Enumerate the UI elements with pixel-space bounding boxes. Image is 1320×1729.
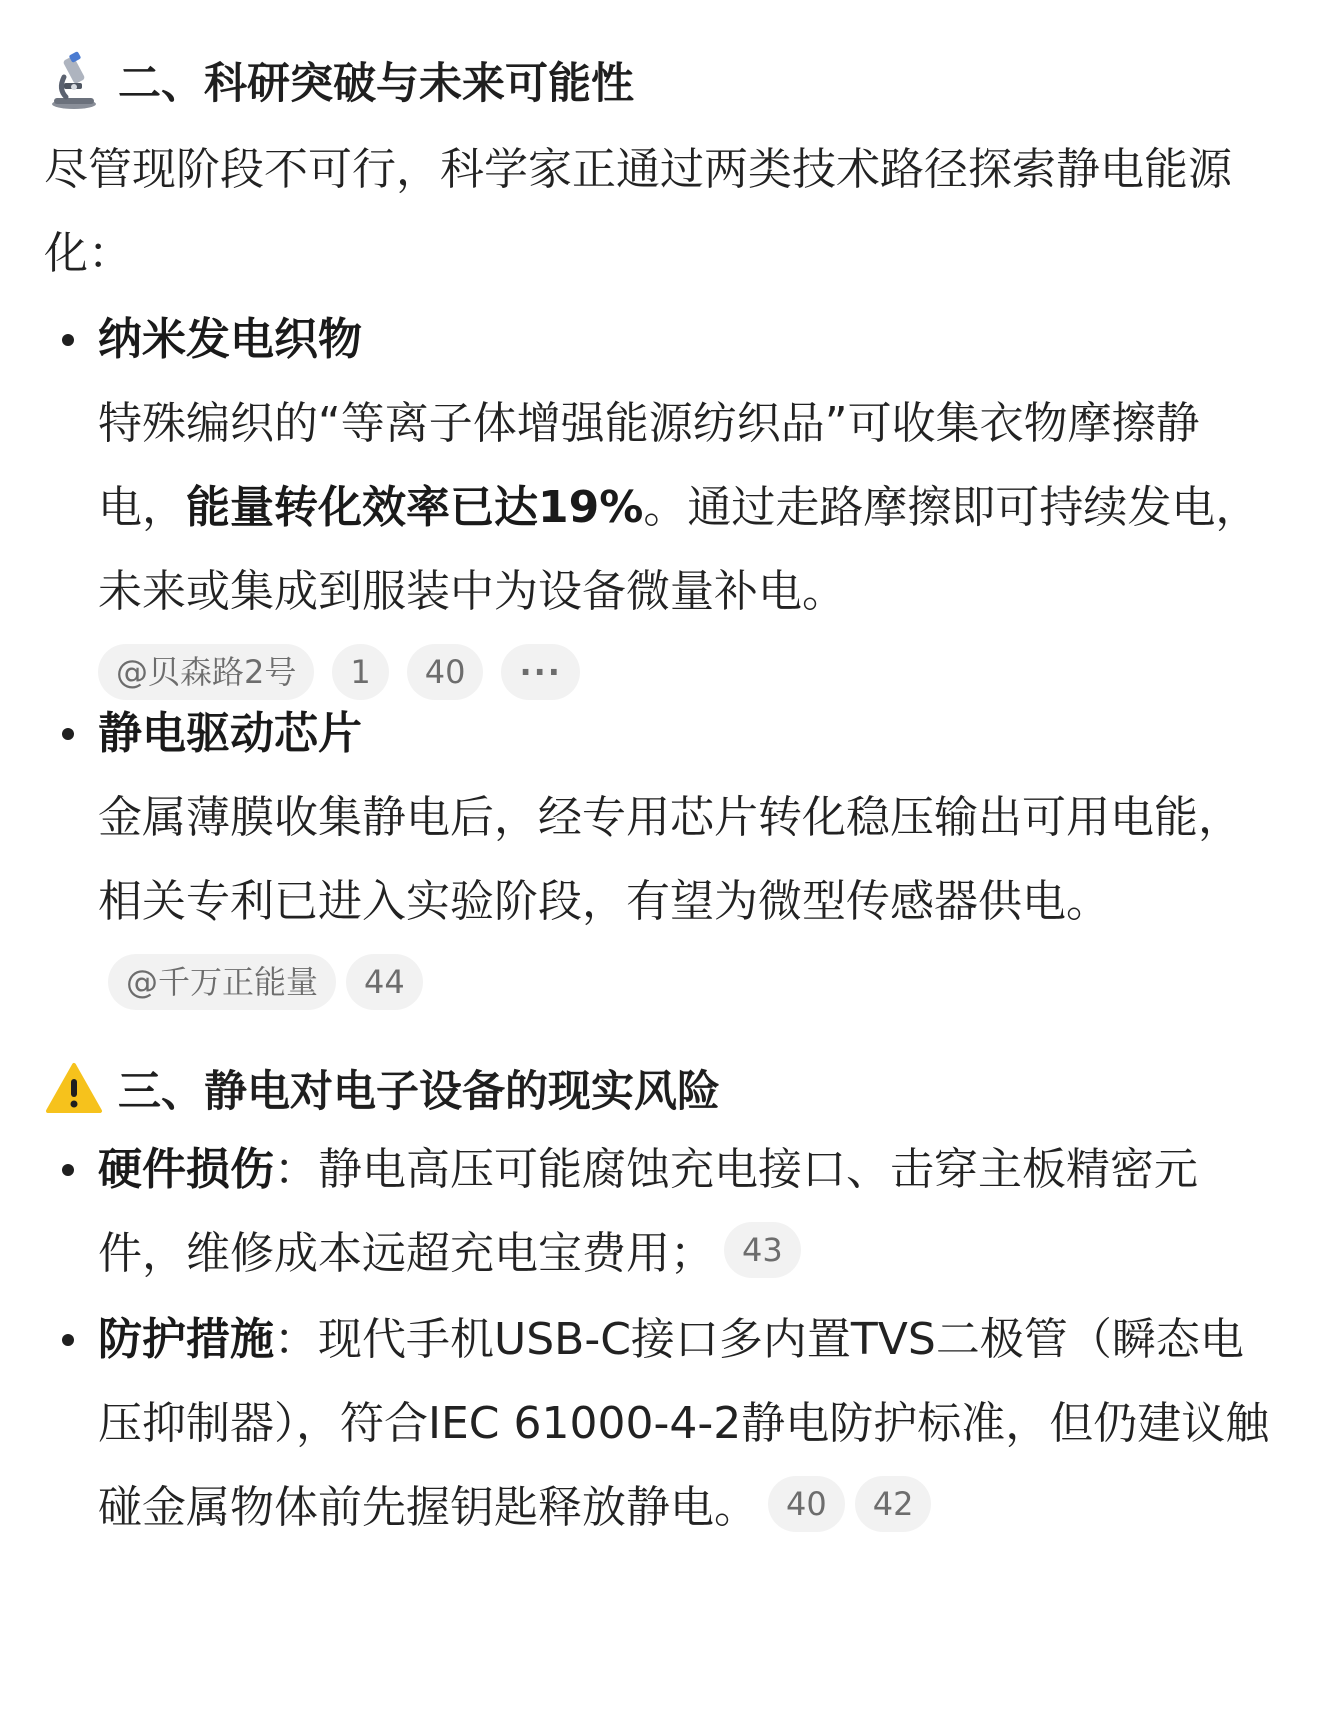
citation-chip[interactable]: 44 <box>346 954 423 1010</box>
list-item-body <box>98 776 1278 1028</box>
more-sources-button[interactable]: ··· <box>501 644 579 700</box>
citation-chip[interactable]: 42 <box>855 1476 932 1532</box>
list-item-label: 硬件损伤 <box>98 1144 274 1195</box>
list-item-protection <box>98 1298 1278 1550</box>
body-text: ：静电高压可能腐蚀充电接口、击穿主板精密元件，维修成本远超充电宝费用； <box>98 1144 1198 1279</box>
section-title: 三、静电对电子设备的现实风险 <box>118 1067 720 1117</box>
list-item-hardware-damage <box>98 1128 1278 1296</box>
body-text: 金属薄膜收集静电后，经专用芯片转化稳压输出可用电能，相关专利已进入实验阶段，有望为微型传感器供电。 <box>98 792 1242 927</box>
intro-paragraph: 尽管现阶段不可行，科学家正通过两类技术路径探索静电能源化： <box>44 144 1232 279</box>
list-item-label: 防护措施 <box>98 1314 274 1365</box>
body-text: 特殊编织的“等离子体增强能源纺织品”可收集衣物摩擦静电， <box>98 398 1200 533</box>
list-item-body <box>98 382 1278 634</box>
section-heading-research <box>44 50 634 111</box>
list-item-body <box>98 1298 1278 1550</box>
bullet-dot <box>62 1164 74 1176</box>
body-text: 。通过走路摩擦即可持续发电，未来或集成到服装中为设备微量补电。 <box>98 482 1260 617</box>
citation-chip[interactable]: 1 <box>332 644 388 700</box>
source-chip-user[interactable]: @千万正能量 <box>108 954 336 1010</box>
body-text: ：现代手机USB-C接口多内置TVS二极管（瞬态电压抑制器），符合IEC 61000-4-2静电防护标准，但仍建议触碰金属物体前先握钥匙释放静电。 <box>98 1314 1270 1533</box>
bullet-dot <box>62 1334 74 1346</box>
citation-chip[interactable]: 40 <box>768 1476 845 1532</box>
bullet-dot <box>62 334 74 346</box>
source-chip-user[interactable]: @贝森路2号 <box>98 644 314 700</box>
citation-chip[interactable]: 43 <box>724 1222 801 1278</box>
microscope-icon <box>44 51 104 111</box>
list-item-title: 静电驱动芯片 <box>98 708 362 759</box>
section-title: 二、科研突破与未来可能性 <box>118 59 634 109</box>
list-item-electrostatic-chip <box>98 692 1278 1028</box>
list-item-nano-fabric <box>98 298 1278 700</box>
warning-icon <box>44 1059 104 1119</box>
citation-chip[interactable]: 40 <box>407 644 484 700</box>
bullet-dot <box>62 728 74 740</box>
list-item-title: 纳米发电织物 <box>98 314 362 365</box>
highlight-efficiency: 能量转化效率已达19% <box>186 482 644 533</box>
section-heading-risks <box>44 1058 720 1119</box>
list-item-body <box>98 1128 1278 1296</box>
